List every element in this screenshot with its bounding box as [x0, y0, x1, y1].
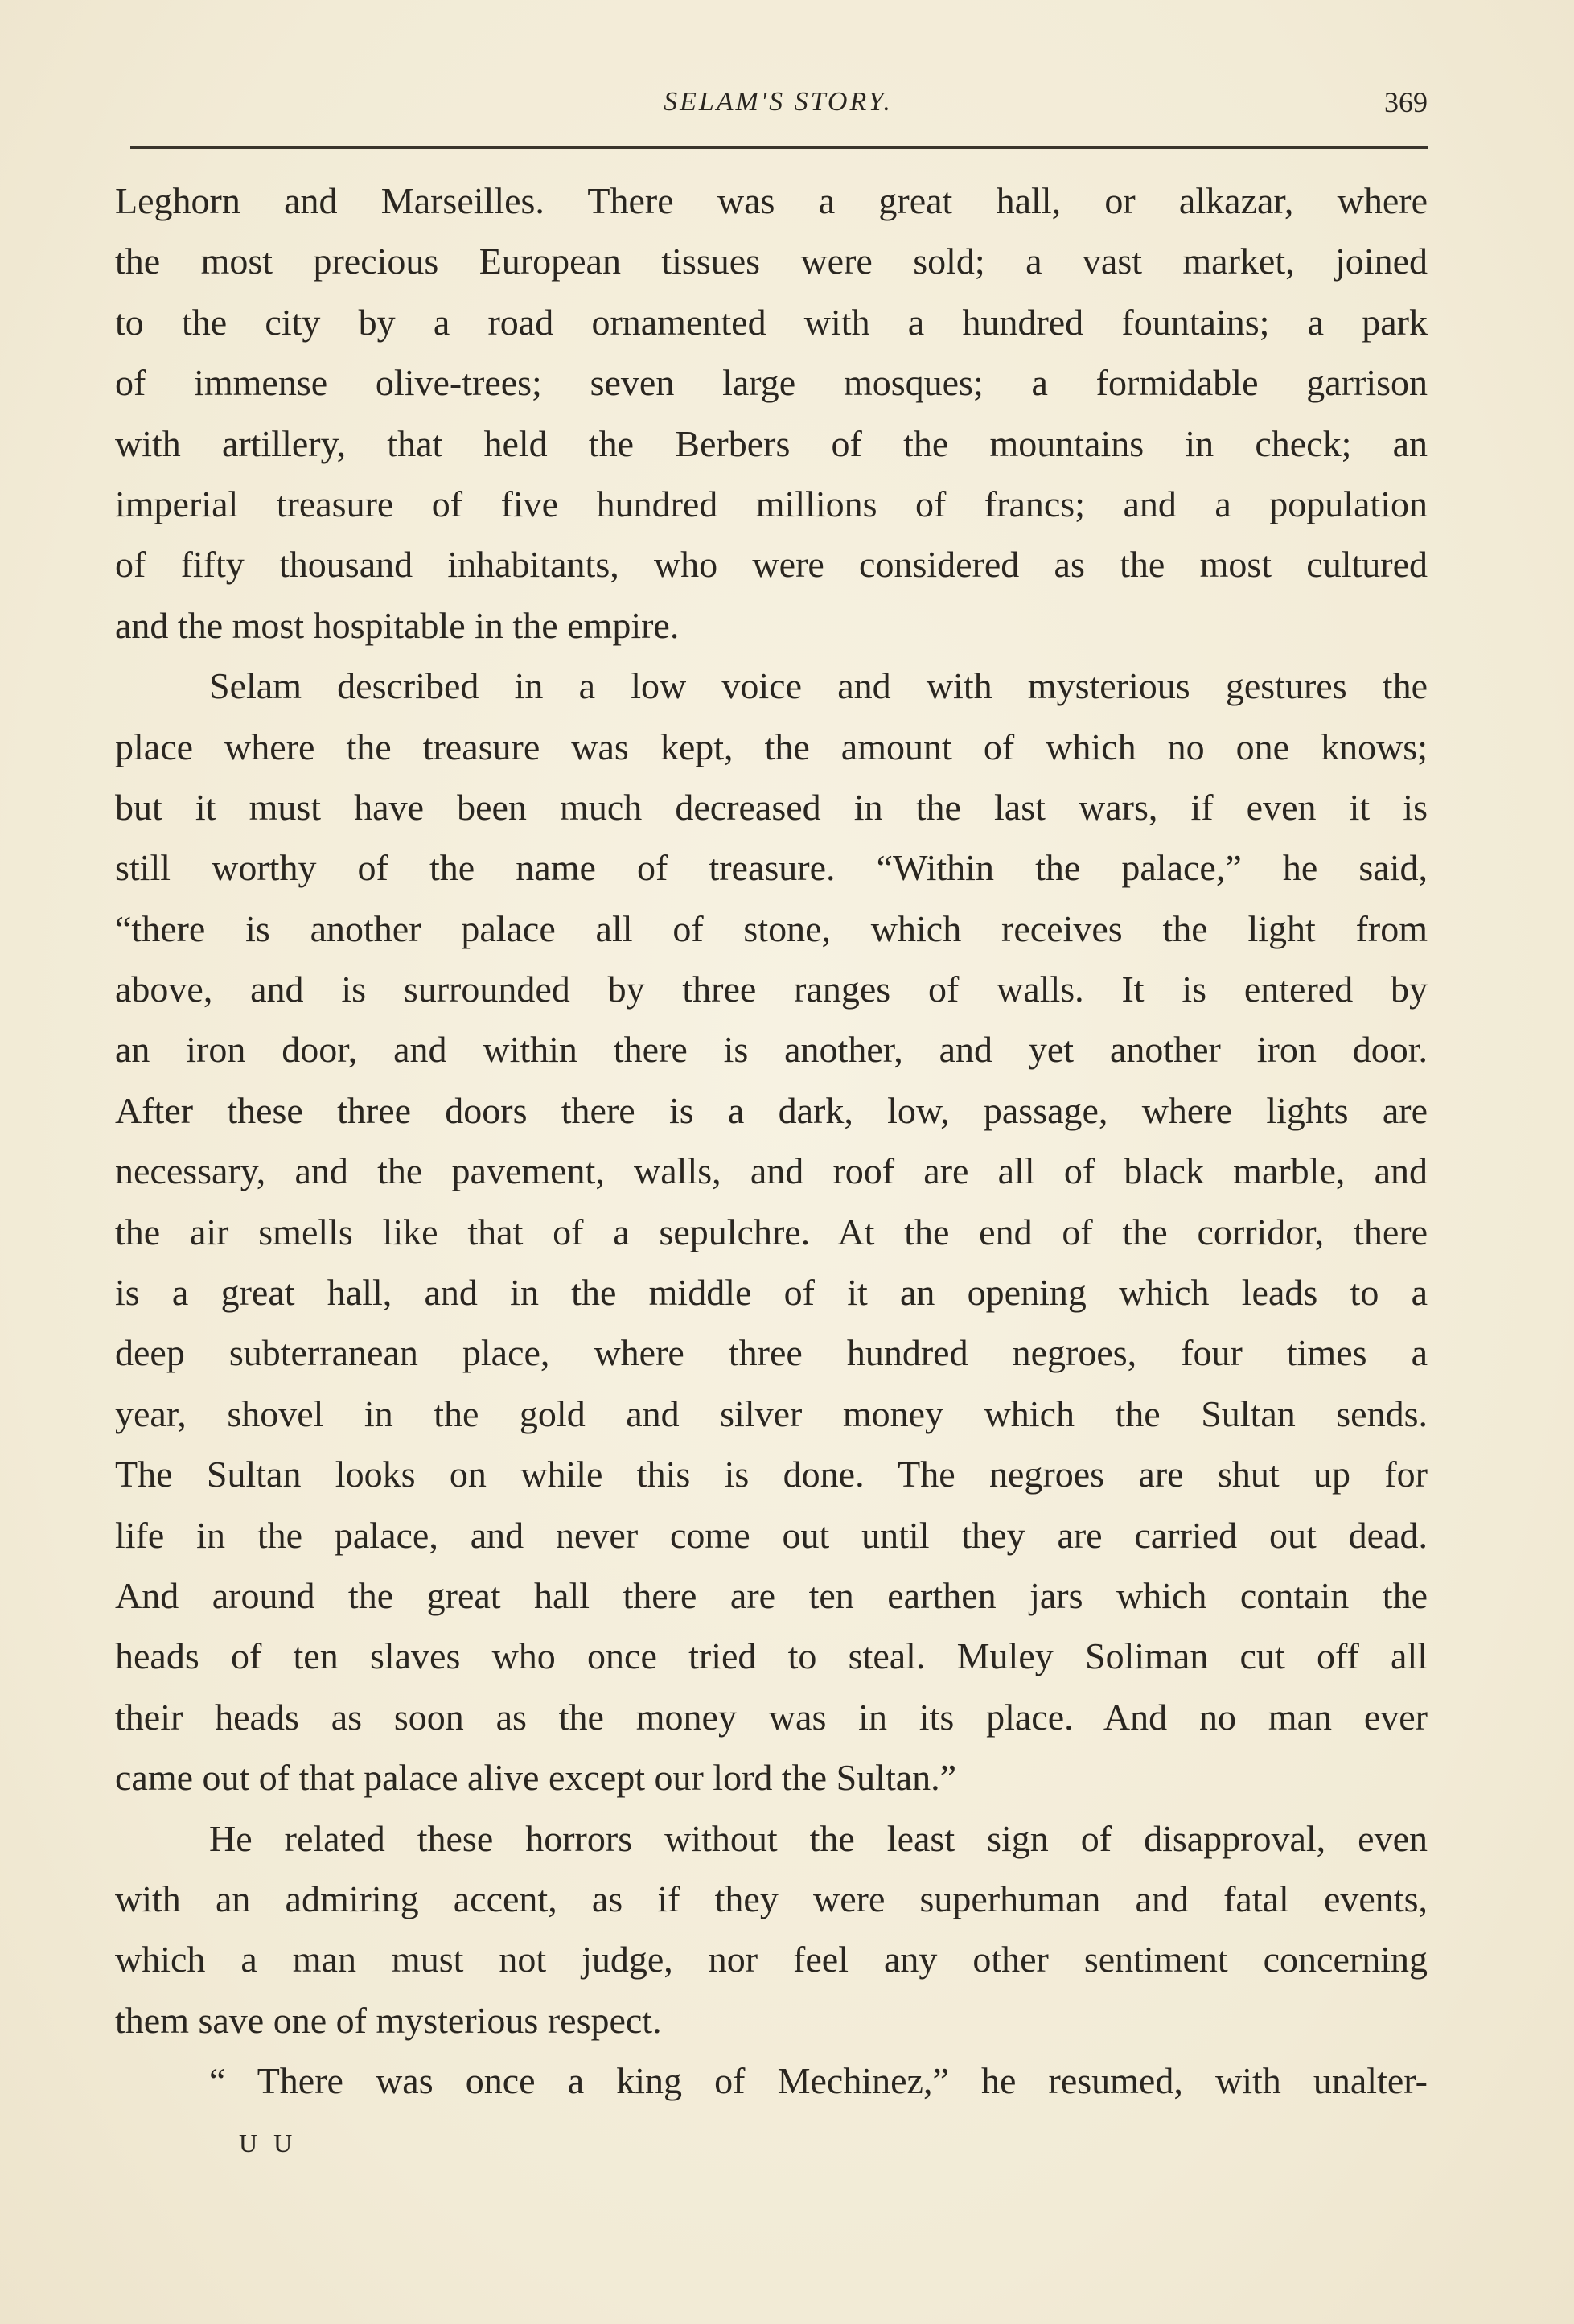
text-line: an iron door, and within there is another, and yet another iron door. — [115, 1029, 1428, 1071]
paragraph-start-line: Selam described in a low voice and with mysterious gestures the — [209, 665, 1428, 707]
text-line: imperial treasure of five hundred millions of francs; and a population — [115, 483, 1428, 524]
text-line: the most precious European tissues were sold; a vast market, joined — [115, 241, 1428, 282]
paragraph-start-line: He related these horrors without the least sign of disapproval, even — [209, 1817, 1428, 1859]
text-line: of immense olive-trees; seven large mosques; a formidable garrison — [115, 362, 1428, 404]
text-line: to the city by a road ornamented with a hundred fountains; a park — [115, 301, 1428, 343]
text-line: came out of that palace alive except our lord the Sultan.” — [115, 1757, 957, 1799]
text-line: them save one of mysterious respect. — [115, 1999, 662, 2041]
text-line: still worthy of the name of treasure. “Within the palace,” he said, — [115, 847, 1428, 889]
text-line: year, shovel in the gold and silver money which the Sultan sends. — [115, 1392, 1428, 1434]
signature-mark: U U — [239, 2129, 298, 2157]
text-line: necessary, and the pavement, walls, and roof are all of black marble, and — [115, 1150, 1428, 1192]
text-line: their heads as soon as the money was in its place. And no man ever — [115, 1696, 1428, 1738]
text-line: After these three doors there is a dark, low, passage, where lights are — [115, 1089, 1428, 1131]
text-line: but it must have been much decreased in the last wars, if even it is — [115, 786, 1428, 828]
text-line: and the most hospitable in the empire. — [115, 604, 680, 646]
running-header — [129, 84, 1428, 124]
body-text — [115, 171, 1428, 2112]
page-number: 369 — [1384, 86, 1428, 118]
text-line: with an admiring accent, as if they were superhuman and fatal events, — [115, 1878, 1428, 1919]
text-line: Leghorn and Marseilles. There was a great hall, or alkazar, where — [115, 180, 1428, 221]
running-title: SELAM'S STORY. — [664, 87, 893, 117]
paragraph-start-line: “ There was once a king of Mechinez,” he resumed, with unalter- — [209, 2060, 1428, 2102]
text-line: heads of ten slaves who once tried to steal. Muley Soliman cut off all — [115, 1635, 1428, 1677]
text-line: of fifty thousand inhabitants, who were considered as the most cultured — [115, 544, 1428, 586]
text-line: The Sultan looks on while this is done. The negroes are shut up for — [115, 1454, 1428, 1495]
header-rule — [130, 146, 1428, 149]
text-line: place where the treasure was kept, the amount of which no one knows; — [115, 726, 1428, 767]
text-line: above, and is surrounded by three ranges of walls. It is entered by — [115, 969, 1428, 1010]
text-line: deep subterranean place, where three hundred negroes, four times a — [115, 1332, 1428, 1374]
text-line: which a man must not judge, nor feel any other sentiment concerning — [115, 1939, 1428, 1981]
text-line: is a great hall, and in the middle of it an opening which leads to a — [115, 1272, 1428, 1314]
text-line: And around the great hall there are ten earthen jars which contain the — [115, 1574, 1428, 1616]
text-line: with artillery, that held the Berbers of the mountains in check; an — [115, 422, 1428, 464]
text-line: “there is another palace all of stone, which receives the light from — [115, 907, 1428, 949]
text-line: life in the palace, and never come out until they are carried out dead. — [115, 1514, 1428, 1556]
text-line: the air smells like that of a sepulchre. At the end of the corridor, there — [115, 1211, 1428, 1252]
